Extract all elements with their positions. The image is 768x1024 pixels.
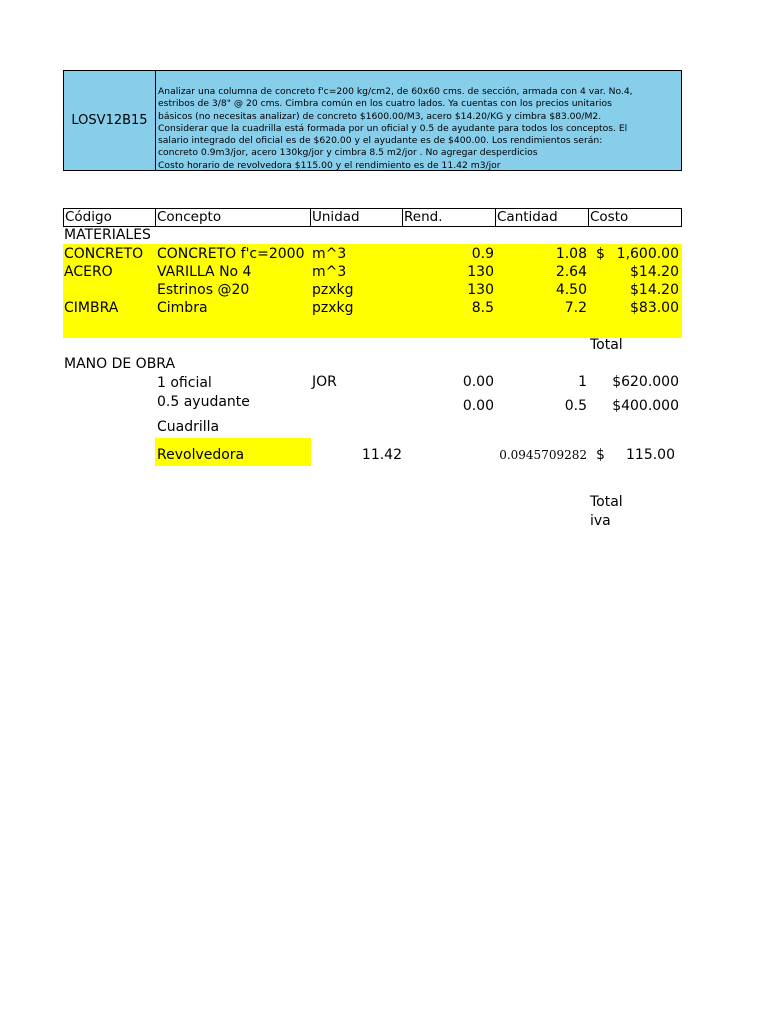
- description-line: salario integrado del oficial es de $620.00 y el ayudante es de $400.00. Los rendimientos serán:: [158, 135, 603, 147]
- labor-total-label: Total: [590, 494, 623, 510]
- crew-label: Cuadrilla: [157, 419, 220, 435]
- material-rend: 8.5: [471, 300, 494, 316]
- material-unit: pzxkg: [312, 282, 354, 298]
- labor-unit: JOR: [312, 374, 337, 390]
- labor-cost: $400.000: [612, 398, 679, 414]
- activity-code: [63, 70, 156, 171]
- description-line: concreto 0.9m3/jor, acero 130kg/jor y cimbra 8.5 m2/jor . No agregar desperdicios: [158, 147, 538, 159]
- material-unit: m^3: [312, 264, 347, 280]
- material-unit: pzxkg: [312, 300, 354, 316]
- labor-rend: 0.00: [462, 398, 494, 414]
- column-header-rend: Rend.: [402, 208, 496, 227]
- description-line: Considerar que la cuadrilla está formada por un oficial y 0.5 de ayudante para todos los conceptos. El: [158, 122, 628, 134]
- description-line: básicos (no necesitas analizar) de concreto $1600.00/M3, acero $14.20/KG y cimbra $83.00/M2.: [158, 110, 602, 122]
- material-concept: VARILLA No 4: [157, 264, 252, 280]
- materials-total-label: Total: [590, 337, 623, 353]
- mixer-cost-symbol: $: [596, 447, 605, 463]
- labor-cost: $620.000: [612, 374, 679, 390]
- labor-concept: 0.5 ayudante: [157, 394, 250, 410]
- material-rend: 0.9: [471, 246, 494, 262]
- material-unit: m^3: [312, 246, 347, 262]
- material-quantity: 7.2: [564, 300, 587, 316]
- material-quantity: 4.50: [555, 282, 587, 298]
- material-concept: CONCRETO f'c=2000: [157, 246, 305, 262]
- mixer-quantity: 0.0945709282: [499, 448, 587, 462]
- labor-quantity: 0.5: [564, 398, 587, 414]
- iva-label: iva: [590, 513, 611, 529]
- material-concept: Cimbra: [157, 300, 208, 316]
- material-cost: $14.20: [630, 282, 679, 298]
- activity-code-text: LOSV12B15: [71, 113, 148, 128]
- mixer-cost: 115.00: [626, 447, 675, 463]
- material-cost: $14.20: [630, 264, 679, 280]
- material-cost: $83.00: [630, 300, 679, 316]
- description-line: Costo horario de revolvedora $115.00 y el rendimiento es de 11.42 m3/jor: [158, 159, 501, 171]
- material-rend: 130: [467, 282, 494, 298]
- description-line: Analizar una columna de concreto f'c=200 kg/cm2, de 60x60 cms. de sección, armada con 4 var. No.4,: [158, 86, 633, 97]
- materials-section-label: MATERIALES: [64, 227, 151, 243]
- labor-quantity: 1: [578, 374, 587, 390]
- material-quantity: 2.64: [555, 264, 587, 280]
- column-header-concept: Concepto: [155, 208, 311, 227]
- column-header-unit: Unidad: [310, 208, 403, 227]
- mixer-concept: Revolvedora: [157, 447, 245, 463]
- material-rend: 130: [467, 264, 494, 280]
- material-code: ACERO: [64, 264, 113, 280]
- column-header-quantity: Cantidad: [495, 208, 589, 227]
- labor-concept: 1 oficial: [157, 375, 212, 391]
- material-concept: Estrinos @20: [157, 282, 250, 298]
- material-quantity: 1.08: [555, 246, 587, 262]
- activity-description: [155, 70, 682, 171]
- materials-highlight: [63, 244, 682, 338]
- column-header-cost: Costo: [588, 208, 682, 227]
- mixer-rend: 11.42: [361, 447, 402, 463]
- column-header-code: Código: [63, 208, 156, 227]
- material-code: CIMBRA: [64, 300, 119, 316]
- material-cost-symbol: $: [596, 246, 605, 262]
- labor-section-label: MANO DE OBRA: [64, 356, 176, 372]
- description-line: estribos de 3/8" @ 20 cms. Cimbra común en los cuatro lados. Ya cuentas con los precios unitarios: [158, 98, 612, 110]
- labor-rend: 0.00: [462, 374, 494, 390]
- material-cost: 1,600.00: [616, 246, 679, 262]
- material-code: CONCRETO: [64, 246, 144, 262]
